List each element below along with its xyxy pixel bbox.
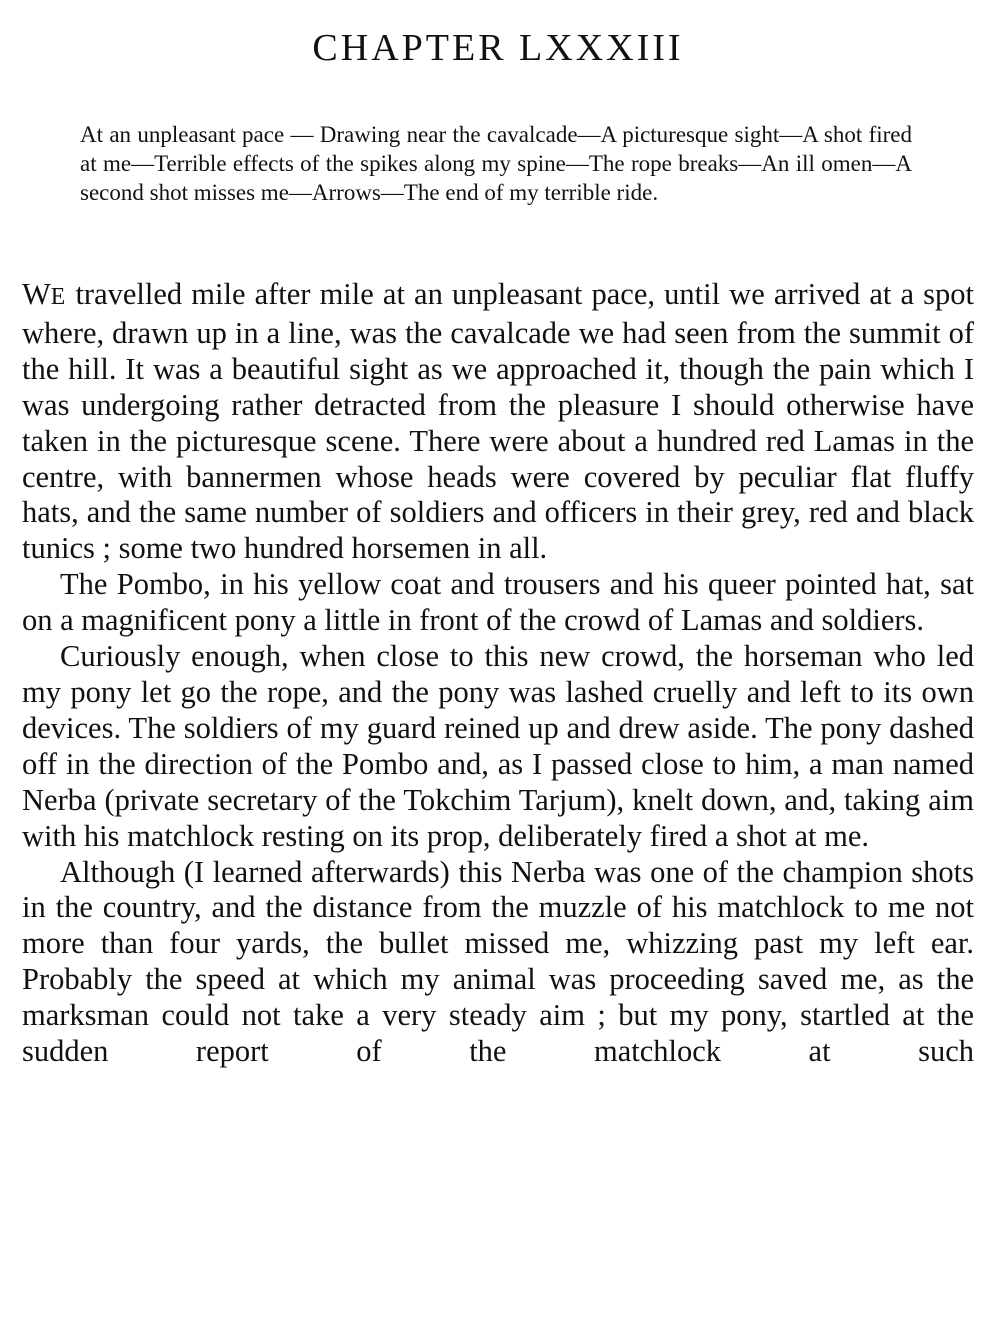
- paragraph-1-initial: W: [22, 277, 51, 311]
- paragraph-1-text: travelled mile after mile at an unpleasant pace, until we arrived at a spot where, drawn up in a line, was the cavalcade we had seen from the summit of the hill. It was a beautiful sight as we approached it, though the pain which I was undergoing rather detracted from the pleasure I should otherwise have taken in the picturesque scene. There were about a hundred red Lamas in the centre, with bannermen whose heads were covered by peculiar flat fluffy hats, and the same number of soldiers and officers in their grey, red and black tunics ; some two hundred horsemen in all.: [22, 277, 974, 566]
- paragraph-2: The Pombo, in his yellow coat and trousers and his queer pointed hat, sat on a magnificent pony a little in front of the crowd of Lamas and soldiers.: [22, 567, 974, 638]
- book-page: [22, 0, 974, 1070]
- paragraph-3: Curiously enough, when close to this new crowd, the horseman who led my pony let go the rope, and the pony was lashed cruelly and left to its own devices. The soldiers of my guard reined up and drew aside. The pony dashed off in the direction of the Pombo and, as I passed close to him, a man named Nerba (private secretary of the Tokchim Tarjum), knelt down, and, taking aim with his matchlock resting on its prop, deliberately fired a shot at me.: [22, 639, 974, 853]
- paragraph-1-initial-smallcap: E: [50, 284, 67, 310]
- chapter-title: CHAPTER LXXXIII: [312, 27, 684, 69]
- chapter-synopsis: At an unpleasant pace — Drawing near the cavalcade—A picturesque sight—A shot fired at me—Terrible effects of the spikes along my spine—The rope breaks—An ill omen—A second shot misses me—Arrows—The end of my terrible ride.: [80, 122, 912, 205]
- paragraph-1: [22, 277, 974, 567]
- paragraph-4: Although (I learned afterwards) this Nerba was one of the champion shots in the country, and the distance from the muzzle of his matchlock to me not more than four yards, the bullet missed me, whizzing past my left ear. Probably the speed at which my animal was proceeding saved me, as the marksman could not take a very steady aim ; but my pony, startled at the sudden report of the matchlock at such: [22, 854, 974, 1069]
- chapter-body: [22, 277, 974, 1070]
